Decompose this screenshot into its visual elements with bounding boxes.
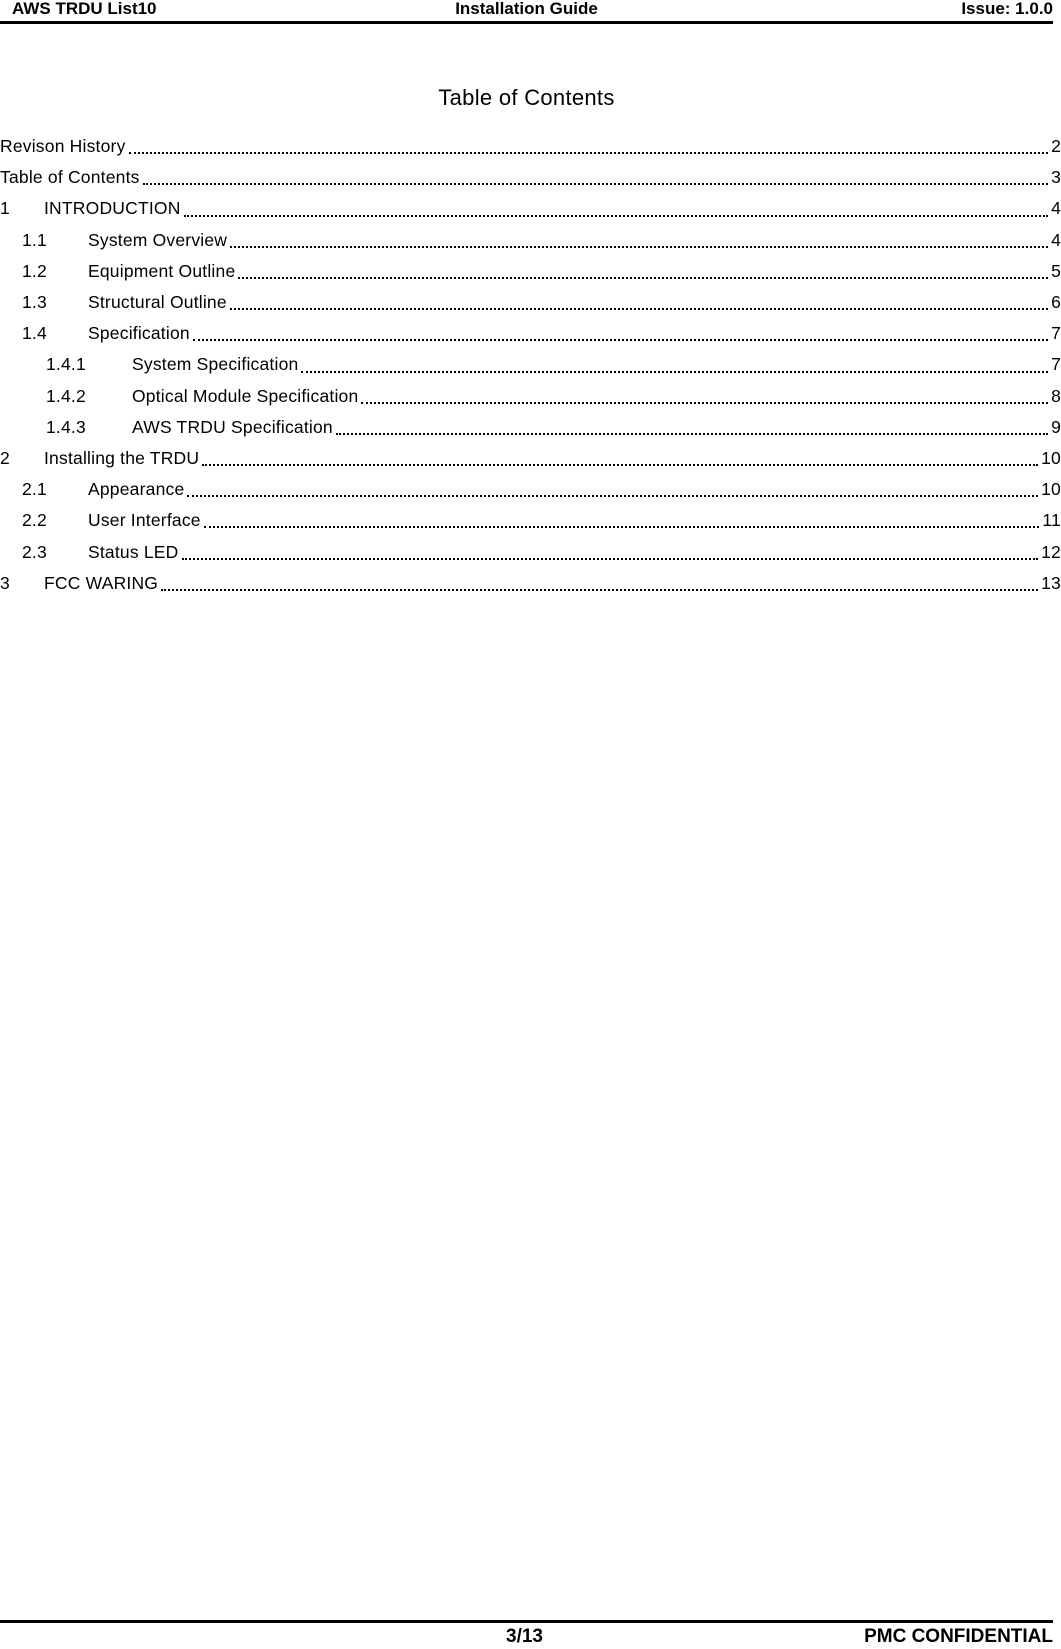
toc-entry-number: 1	[0, 198, 10, 219]
toc-entry-number: 2	[0, 447, 10, 468]
page-footer	[0, 1620, 1053, 1649]
toc-entry-title: System Overview	[88, 229, 228, 250]
toc-dot-leader	[230, 245, 1048, 248]
toc-entry-title: AWS TRDU Specification	[132, 416, 333, 437]
toc-entry-page: 13	[1041, 572, 1061, 593]
toc-dot-leader	[238, 276, 1048, 279]
toc-entry-number: 1.3	[22, 292, 47, 313]
toc-entry-page: 3	[1051, 167, 1061, 188]
toc-dot-leader	[184, 214, 1049, 217]
toc-entry-number: 2.1	[22, 479, 47, 500]
toc-entry-title: Structural Outline	[88, 292, 227, 313]
toc-entry-title: Installing the TRDU	[44, 447, 200, 468]
toc-entry[interactable]	[0, 162, 1061, 193]
toc-entry[interactable]	[0, 505, 1061, 536]
header-document-name: AWS TRDU List10	[12, 0, 157, 18]
toc-entry-title: System Specification	[132, 354, 299, 375]
toc-dot-leader	[204, 525, 1040, 528]
toc-heading: Table of Contents	[438, 85, 615, 110]
toc-entry-page: 8	[1051, 385, 1061, 406]
toc-entry[interactable]	[0, 381, 1061, 412]
toc-dot-leader	[361, 401, 1048, 404]
toc-entry-page: 5	[1051, 260, 1061, 281]
toc-entry-number: 2.3	[22, 541, 47, 562]
toc-entry-title: Specification	[88, 323, 190, 344]
toc-entry-number: 1.1	[22, 229, 47, 250]
toc-entry[interactable]	[0, 568, 1061, 599]
toc-entry-title: Table of Contents	[0, 167, 140, 188]
toc-dot-leader	[161, 588, 1038, 591]
toc-entry-number: 1.2	[22, 260, 47, 281]
toc-dot-leader	[193, 338, 1048, 341]
toc-entry-page: 4	[1051, 229, 1061, 250]
toc-entry-number: 1.4.2	[46, 385, 86, 406]
footer-page-number: 3/13	[506, 1626, 543, 1647]
toc-entry-number: 1.4.1	[46, 354, 86, 375]
toc-dot-leader	[336, 432, 1048, 435]
table-of-contents	[0, 131, 1061, 599]
header-document-type: Installation Guide	[455, 0, 598, 18]
toc-entry-number: 3	[0, 572, 10, 593]
toc-dot-leader	[230, 307, 1048, 310]
toc-entry-page: 10	[1041, 447, 1061, 468]
toc-entry-number: 1.4	[22, 323, 47, 344]
page-header	[0, 0, 1053, 24]
toc-dot-leader	[301, 370, 1048, 373]
toc-entry[interactable]	[0, 193, 1061, 224]
toc-entry-title: INTRODUCTION	[44, 198, 181, 219]
toc-entry-page: 12	[1041, 541, 1061, 562]
footer-confidential: PMC CONFIDENTIAL	[864, 1626, 1053, 1647]
toc-entry-page: 10	[1041, 479, 1061, 500]
toc-entry-title: Appearance	[88, 479, 185, 500]
toc-dot-leader	[202, 463, 1038, 466]
toc-entry-page: 4	[1051, 198, 1061, 219]
toc-entry[interactable]	[0, 225, 1061, 256]
toc-entry[interactable]	[0, 318, 1061, 349]
toc-entry-page: 9	[1051, 416, 1061, 437]
toc-entry-page: 2	[1051, 136, 1061, 157]
toc-entry[interactable]	[0, 256, 1061, 287]
toc-entry-title: Optical Module Specification	[132, 385, 359, 406]
header-issue: Issue: 1.0.0	[961, 0, 1053, 18]
toc-entry-title: FCC WARING	[44, 572, 159, 593]
toc-entry[interactable]	[0, 443, 1061, 474]
toc-entry-number: 1.4.3	[46, 416, 86, 437]
toc-entry-title: Equipment Outline	[88, 260, 236, 281]
toc-entry-title: Status LED	[88, 541, 179, 562]
toc-entry[interactable]	[0, 131, 1061, 162]
toc-entry[interactable]	[0, 536, 1061, 567]
toc-entry-page: 7	[1051, 323, 1061, 344]
toc-dot-leader	[129, 151, 1049, 154]
toc-entry-page: 7	[1051, 354, 1061, 375]
toc-entry[interactable]	[0, 412, 1061, 443]
toc-entry-title: Revison History	[0, 136, 126, 157]
toc-entry-title: User Interface	[88, 510, 201, 531]
toc-entry[interactable]	[0, 287, 1061, 318]
toc-entry-page: 6	[1051, 292, 1061, 313]
toc-entry-number: 2.2	[22, 510, 47, 531]
toc-entry[interactable]	[0, 474, 1061, 505]
toc-dot-leader	[187, 494, 1038, 497]
toc-dot-leader	[182, 557, 1039, 560]
toc-dot-leader	[143, 182, 1048, 185]
toc-entry-page: 11	[1042, 510, 1061, 531]
toc-entry[interactable]	[0, 349, 1061, 380]
